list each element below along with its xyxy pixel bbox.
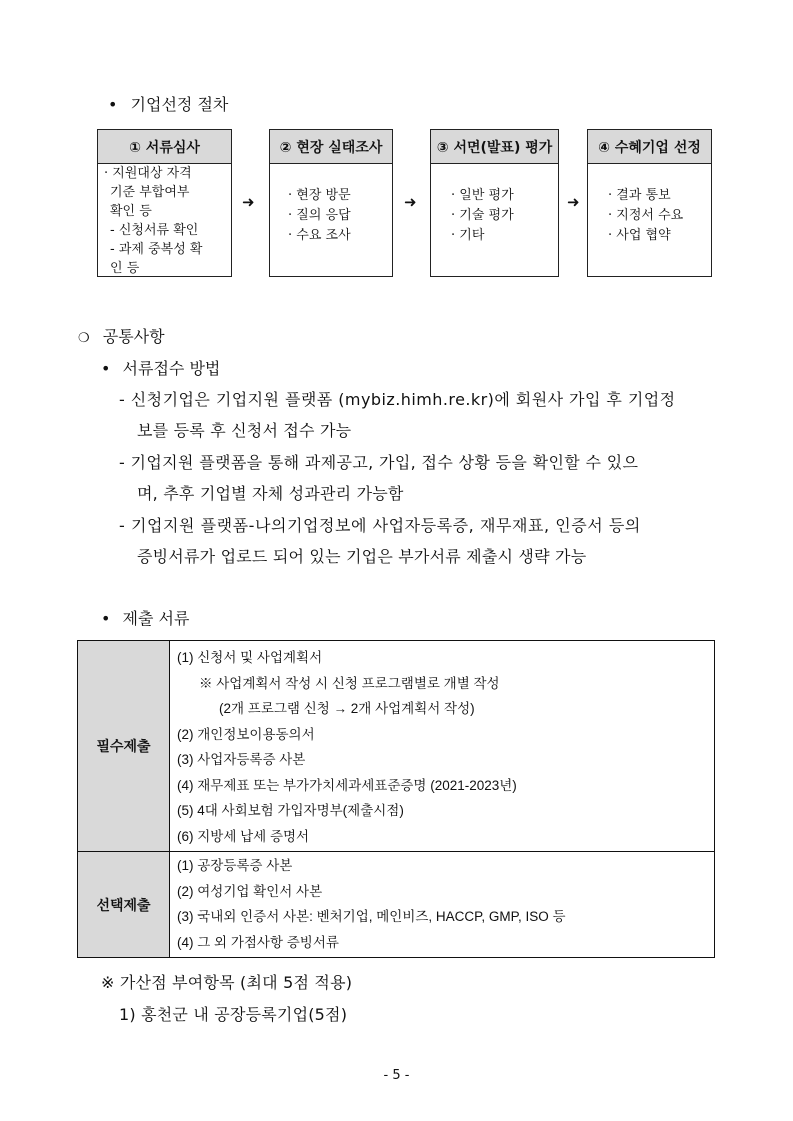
optional-items [170, 852, 715, 958]
table-row [78, 852, 715, 958]
step-line: · 질의 응답 [288, 208, 351, 223]
method-line: 보를 등록 후 신청서 접수 가능 [137, 421, 352, 440]
step-line: · 지원대상 자격 [104, 166, 192, 181]
step-body [270, 164, 392, 246]
method-line: - 기업지원 플랫폼-나의기업정보에 사업자등록증, 재무재표, 인증서 등의 [119, 516, 641, 535]
submission-method-heading [101, 356, 220, 379]
list-item: (3) 국내외 인증서 사본: 벤처기업, 메인비즈, HACCP, GMP, ISO 등 [177, 909, 566, 924]
list-item: (1) 공장등록증 사본 [177, 858, 293, 873]
method-line: - 기업지원 플랫폼을 통해 과제공고, 가입, 접수 상황 등을 확인할 수 있으 [119, 453, 639, 472]
list-item: (2) 여성기업 확인서 사본 [177, 883, 323, 899]
list-item: (1) 신청서 및 사업계획서 [177, 650, 323, 665]
step-line: · 수요 조사 [288, 228, 351, 243]
step-body [588, 164, 711, 246]
list-item: ※ 사업계획서 작성 시 신청 프로그램별로 개별 작성 [199, 675, 500, 691]
procedure-title: 기업선정 절차 [130, 95, 229, 114]
list-item: (3) 사업자등록증 사본 [177, 752, 306, 767]
table-row [78, 641, 715, 852]
step-body [431, 164, 558, 246]
bullet: • [101, 359, 111, 378]
optional-label: 선택제출 [78, 852, 170, 958]
common-title: 공통사항 [102, 327, 165, 346]
page-number: - 5 - [383, 1068, 410, 1083]
documents-title: 제출 서류 [122, 609, 190, 628]
method-line: - 신청기업은 기업지원 플랫폼 (mybiz.himh.re.kr)에 회원사 가입 후 기업정 [119, 390, 676, 409]
list-item: (4) 그 외 가점사항 증빙서류 [177, 934, 339, 950]
documents-heading [101, 606, 189, 629]
step-title: ③ 서면(발표) 평가 [431, 130, 558, 164]
step-body [98, 164, 231, 278]
step-line: · 현장 방문 [288, 188, 351, 203]
step-evaluation [430, 129, 559, 277]
list-item: (2개 프로그램 신청 → 2개 사업계획서 작성) [219, 701, 475, 716]
step-selection [587, 129, 712, 277]
list-item: (4) 재무제표 또는 부가가치세과세표준증명 (2021-2023년) [177, 777, 517, 793]
step-site-inspection [269, 129, 393, 277]
circle-bullet-icon: ❍ [78, 331, 90, 346]
section-common-heading [78, 324, 165, 347]
step-line: 인 등 [110, 261, 140, 276]
step-document-review [97, 129, 232, 277]
list-item: (2) 개인정보이용동의서 [177, 726, 315, 742]
list-item: (5) 4대 사회보험 가입자명부(제출시점) [177, 803, 404, 818]
bonus-note: ※ 가산점 부여항목 (최대 5점 적용) [101, 973, 353, 992]
step-line: - 신청서류 확인 [110, 223, 199, 238]
list-item: (6) 지방세 납세 증명서 [177, 828, 310, 844]
step-line: · 결과 통보 [608, 188, 671, 203]
step-line: · 사업 협약 [608, 228, 671, 243]
submission-method-title: 서류접수 방법 [122, 359, 221, 378]
bonus-item: 1) 홍천군 내 공장등록기업(5점) [119, 1005, 348, 1024]
method-line: 증빙서류가 업로드 되어 있는 기업은 부가서류 제출시 생략 가능 [137, 547, 587, 566]
step-line: · 기술 평가 [451, 208, 514, 223]
step-line: 기준 부합여부 [110, 185, 190, 200]
arrow-icon: ➜ [242, 193, 255, 211]
arrow-icon: ➜ [567, 193, 580, 211]
arrow-icon: ➜ [404, 193, 417, 211]
step-title: ② 현장 실태조사 [270, 130, 392, 164]
required-items [170, 641, 715, 852]
step-line: · 일반 평가 [451, 188, 514, 203]
step-line: - 과제 중복성 확 [110, 242, 203, 257]
documents-table [77, 640, 715, 958]
required-label: 필수제출 [78, 641, 170, 852]
method-line: 며, 추후 기업별 자체 성과관리 가능함 [137, 484, 404, 503]
step-line: · 지정서 수요 [608, 208, 684, 223]
step-title: ① 서류심사 [98, 130, 231, 164]
step-line: 확인 등 [110, 204, 152, 219]
section-procedure-heading [108, 92, 228, 115]
step-line: · 기타 [451, 228, 485, 243]
step-title: ④ 수혜기업 선정 [588, 130, 711, 164]
bullet: • [101, 609, 111, 628]
bullet: • [108, 95, 118, 114]
